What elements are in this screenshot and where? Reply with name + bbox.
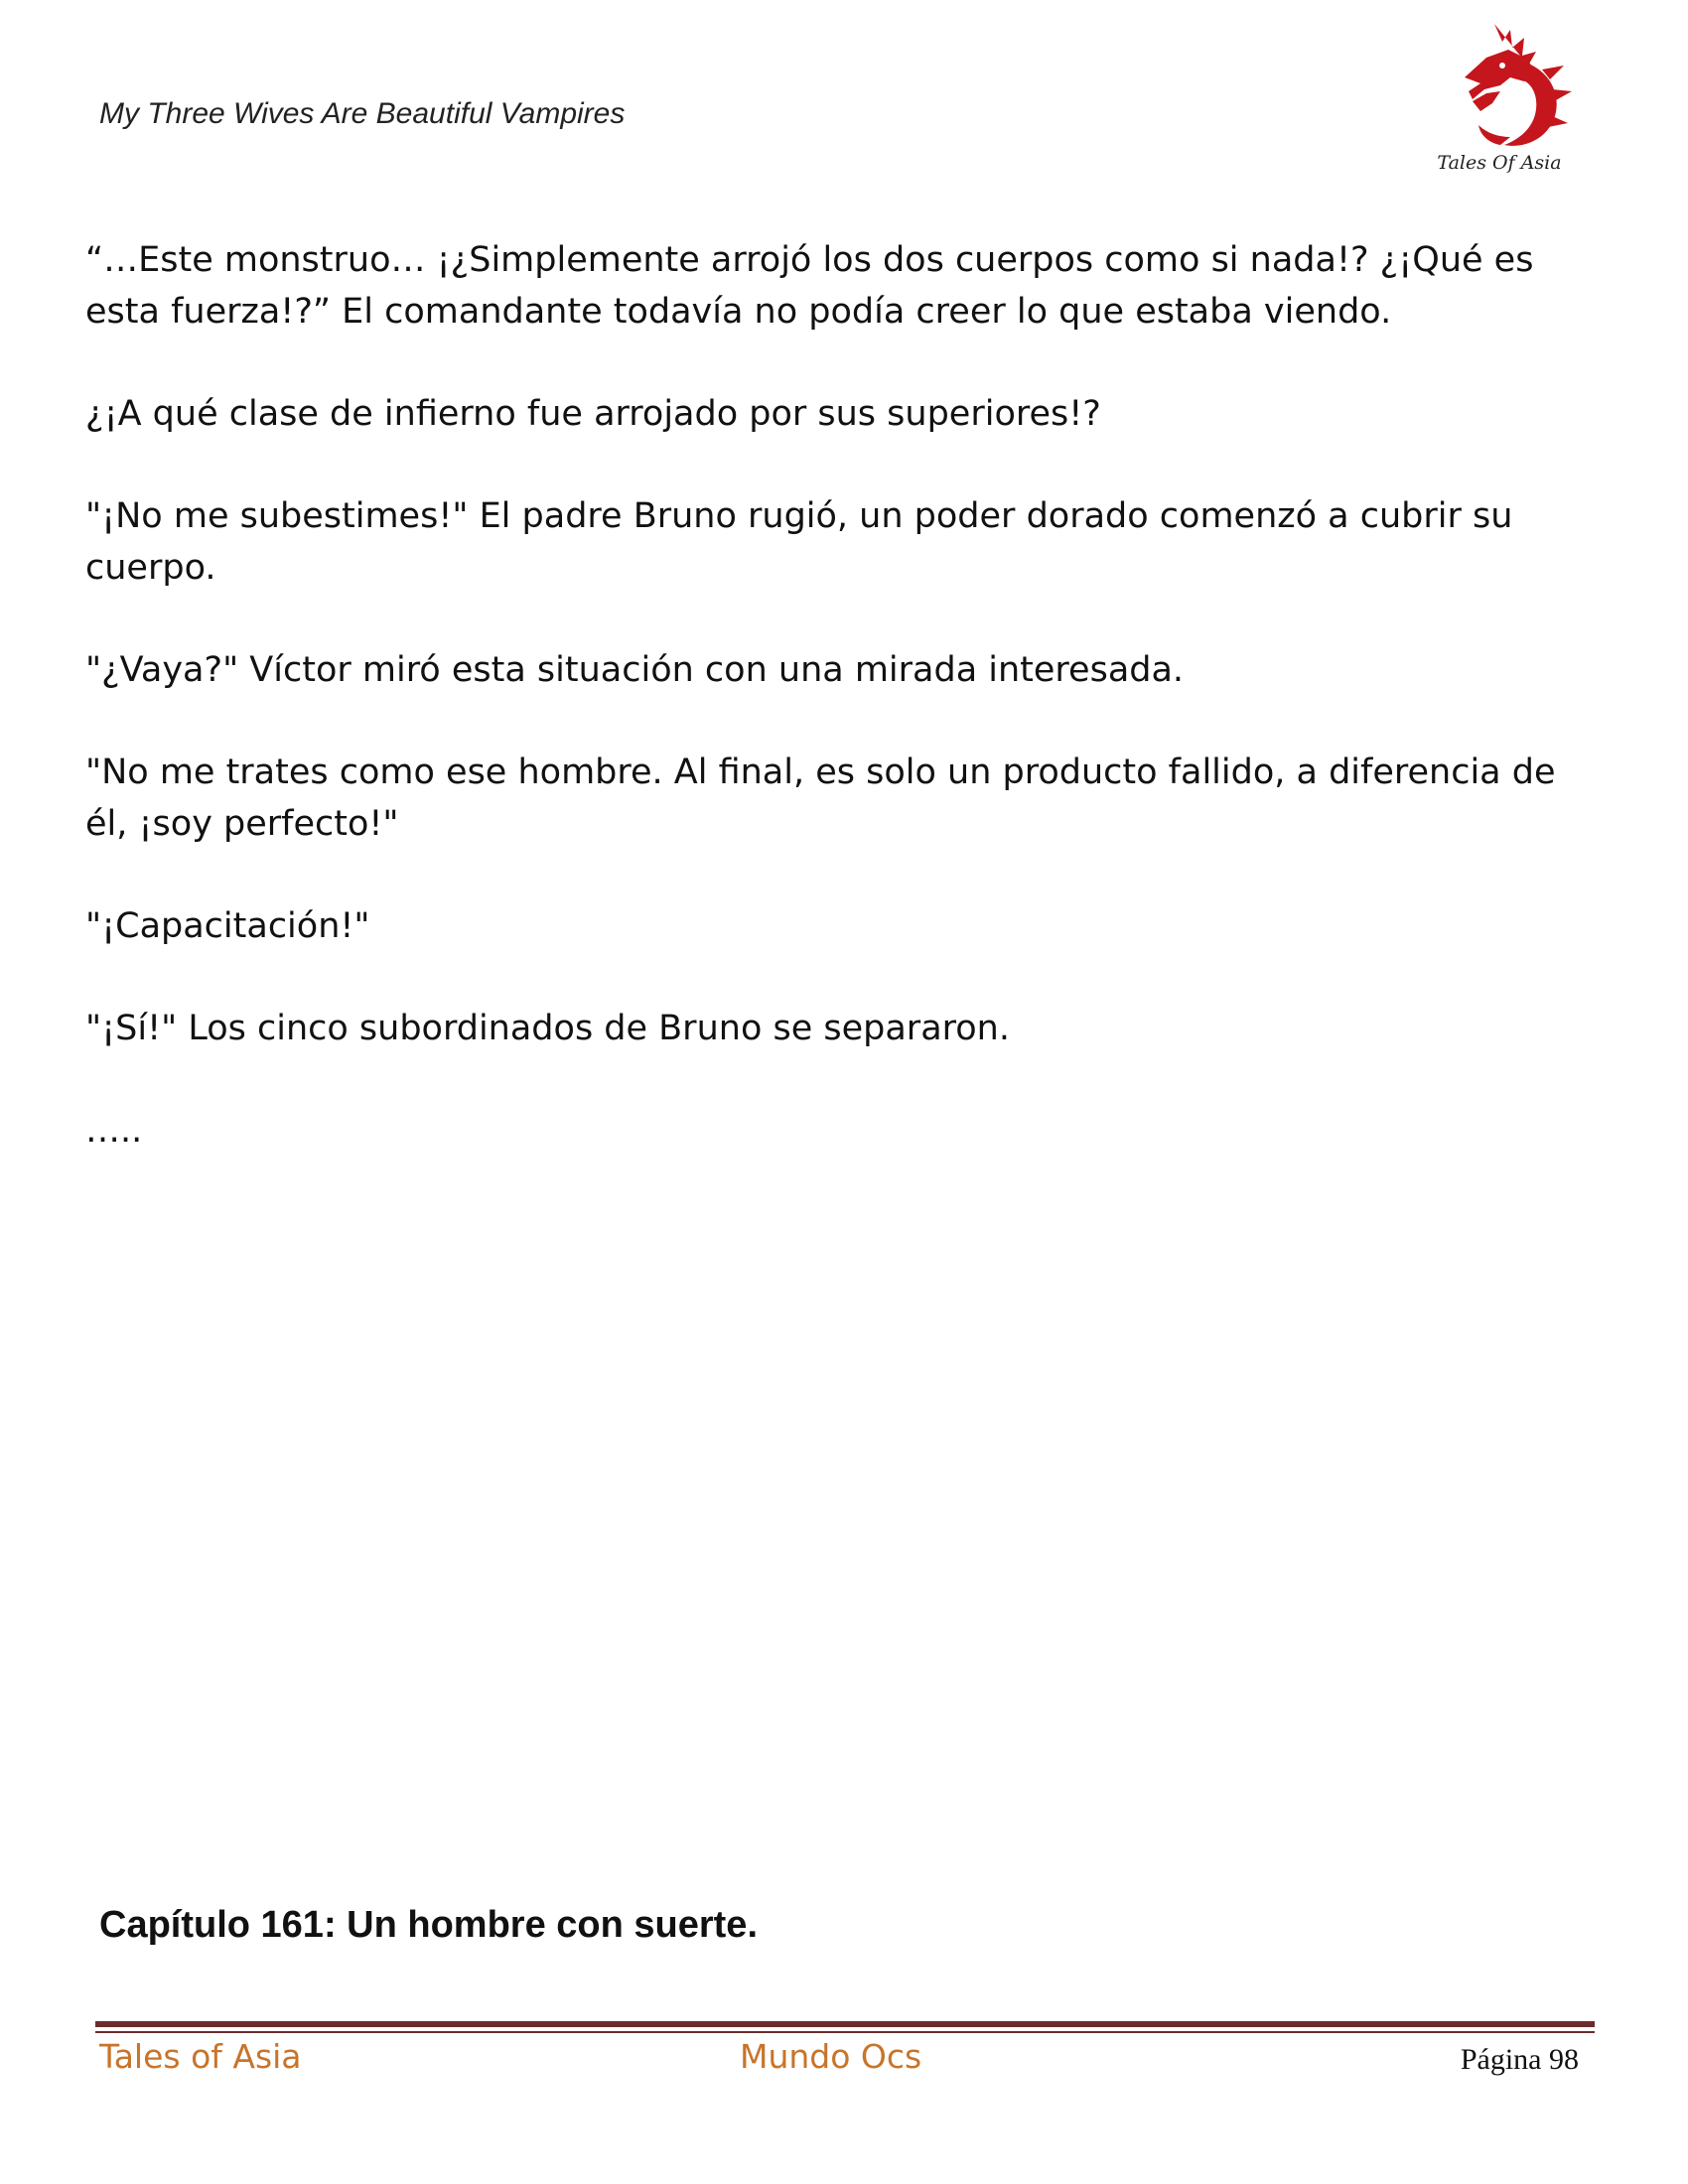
paragraph: "¡Capacitación!" (85, 906, 370, 946)
footer-rule (95, 2021, 1595, 2027)
page-number: Página 98 (1460, 2043, 1579, 2076)
paragraph: "¿Vaya?" Víctor miró esta situación con una mirada interesada. (85, 650, 1185, 690)
red-dragon-icon (1425, 20, 1574, 154)
footer-rule-thin (95, 2031, 1595, 2033)
paragraph: ¿¡A qué clase de infierno fue arrojado por sus superiores!? (85, 394, 1101, 434)
logo-text: Tales Of Asia (1437, 152, 1562, 174)
chapter-title: Capítulo 161: Un hombre con suerte. (99, 1904, 758, 1946)
header-book-title: My Three Wives Are Beautiful Vampires (99, 97, 626, 130)
paragraph: “…Este monstruo… ¡¿Simplemente arrojó los dos cuerpos como si nada!? ¿¡Qué es esta fuerza!?” El comandante todavía no podía creer lo que estaba viendo. (85, 240, 1534, 332)
paragraph: ….. (85, 1111, 143, 1151)
footer-left-text: Tales of Asia (99, 2037, 302, 2076)
paragraph: "¡No me subestimes!" El padre Bruno rugió, un poder dorado comenzó a cubrir su cuerpo. (85, 496, 1513, 588)
tales-of-asia-logo (1425, 20, 1574, 184)
paragraph: "¡Sí!" Los cinco subordinados de Bruno se separaron. (85, 1009, 1010, 1048)
footer-center-text: Mundo Ocs (740, 2037, 922, 2076)
body-text (85, 234, 1605, 1207)
paragraph: "No me trates como ese hombre. Al final, es solo un producto fallido, a diferencia de él, ¡soy perfecto!" (85, 752, 1556, 844)
